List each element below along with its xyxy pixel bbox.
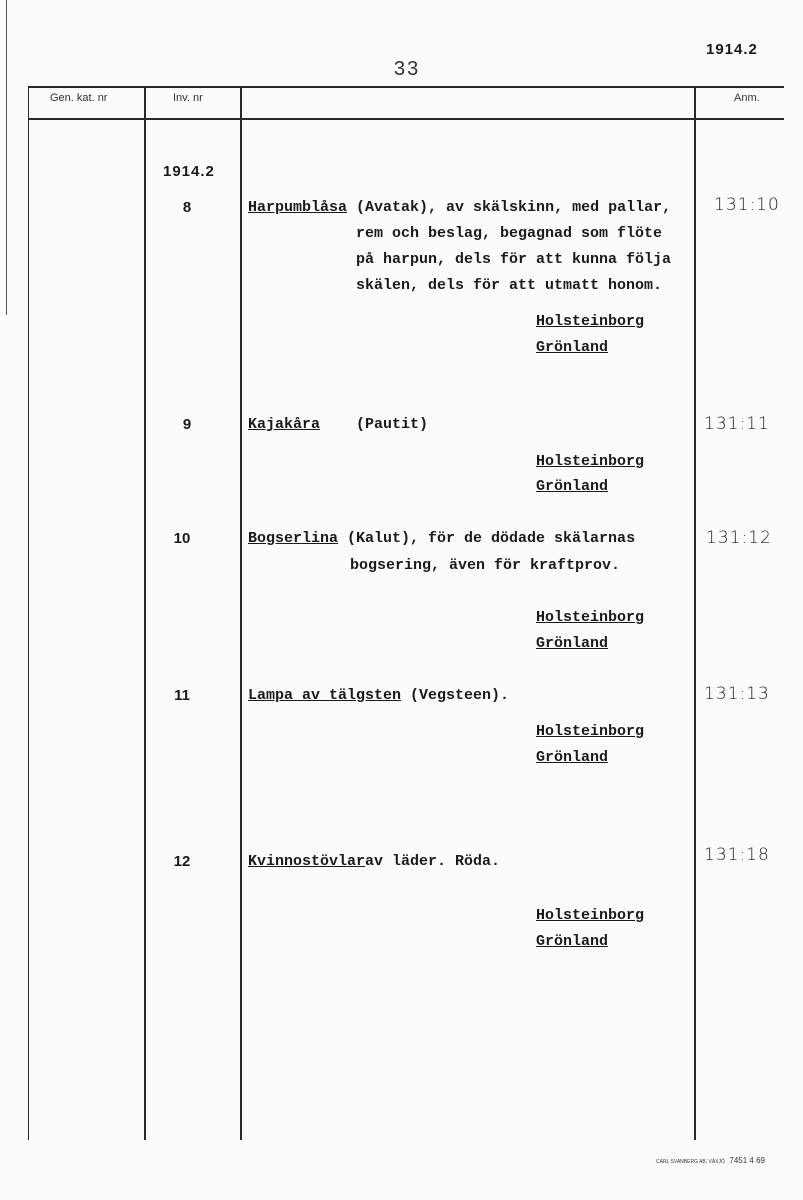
entry-continuation: rem och beslag, begagnad som flöte (356, 225, 663, 242)
page-number: 33 (394, 58, 421, 80)
entry-title: Bogserlina (248, 530, 339, 547)
place-gronland: Grönland (536, 339, 609, 356)
entry-continuation: på harpun, dels för att kunna följa (356, 251, 672, 268)
anm-note: 131:18 (704, 845, 770, 865)
inv-number: 9 (182, 416, 192, 433)
entry-line (248, 530, 635, 547)
entry-title: Lampa av tälgsten (248, 687, 402, 704)
entry-line-rest: av läder. Röda. (365, 853, 501, 870)
col-header-gen-kat: Gen. kat. nr (50, 92, 108, 104)
col-divider-1 (144, 86, 146, 1140)
entry-title: Harpumblåsa (248, 199, 348, 216)
place-holsteinborg: Holsteinborg (536, 313, 645, 330)
header-top-rule (28, 86, 784, 88)
place-holsteinborg: Holsteinborg (536, 907, 645, 924)
place-holsteinborg: Holsteinborg (536, 453, 645, 470)
entry-line (248, 853, 500, 870)
place-gronland: Grönland (536, 933, 609, 950)
inv-subheading: 1914.2 (163, 163, 215, 180)
col-divider-2 (240, 86, 242, 1140)
col-header-inv: Inv. nr (173, 92, 203, 104)
col-header-anm: Anm. (734, 92, 760, 104)
inv-number: 12 (173, 853, 191, 870)
entry-continuation: bogsering, även för kraftprov. (350, 557, 621, 574)
margin-line (6, 0, 7, 315)
inv-number: 10 (173, 530, 191, 547)
anm-note: 131:12 (706, 528, 772, 548)
entry-continuation: skälen, dels för att utmatt honom. (356, 277, 663, 294)
entry-line (248, 687, 509, 704)
place-holsteinborg: Holsteinborg (536, 723, 645, 740)
left-border (28, 86, 29, 1140)
anm-note: 131:11 (704, 414, 770, 434)
inv-number: 11 (174, 687, 190, 704)
place-gronland: Grönland (536, 749, 609, 766)
anm-note: 131:10 (714, 195, 780, 215)
form-code: 7451 4 69 (729, 1156, 765, 1165)
entry-line-rest: (Avatak), av skälskinn, med pallar, (347, 199, 672, 216)
entry-line-rest: (Kalut), för de dödade skälarnas (338, 530, 636, 547)
entry-line (248, 199, 671, 216)
entry-title: Kvinnostövlar (248, 853, 366, 870)
place-gronland: Grönland (536, 478, 609, 495)
header-bottom-rule (28, 118, 784, 120)
anm-note: 131:13 (704, 684, 770, 704)
place-gronland: Grönland (536, 635, 609, 652)
place-holsteinborg: Holsteinborg (536, 609, 645, 626)
entry-line (248, 416, 428, 433)
entry-line-rest: (Pautit) (320, 416, 429, 433)
entry-line-rest: (Vegsteen). (401, 687, 510, 704)
printer-name: CARL SVANBERG AB, VÄXJÖ (656, 1159, 725, 1165)
inv-number: 8 (182, 199, 192, 216)
entry-title: Kajakåra (248, 416, 321, 433)
printer-mark (656, 1156, 765, 1165)
col-divider-3 (694, 86, 696, 1140)
year-heading: 1914.2 (706, 41, 758, 58)
